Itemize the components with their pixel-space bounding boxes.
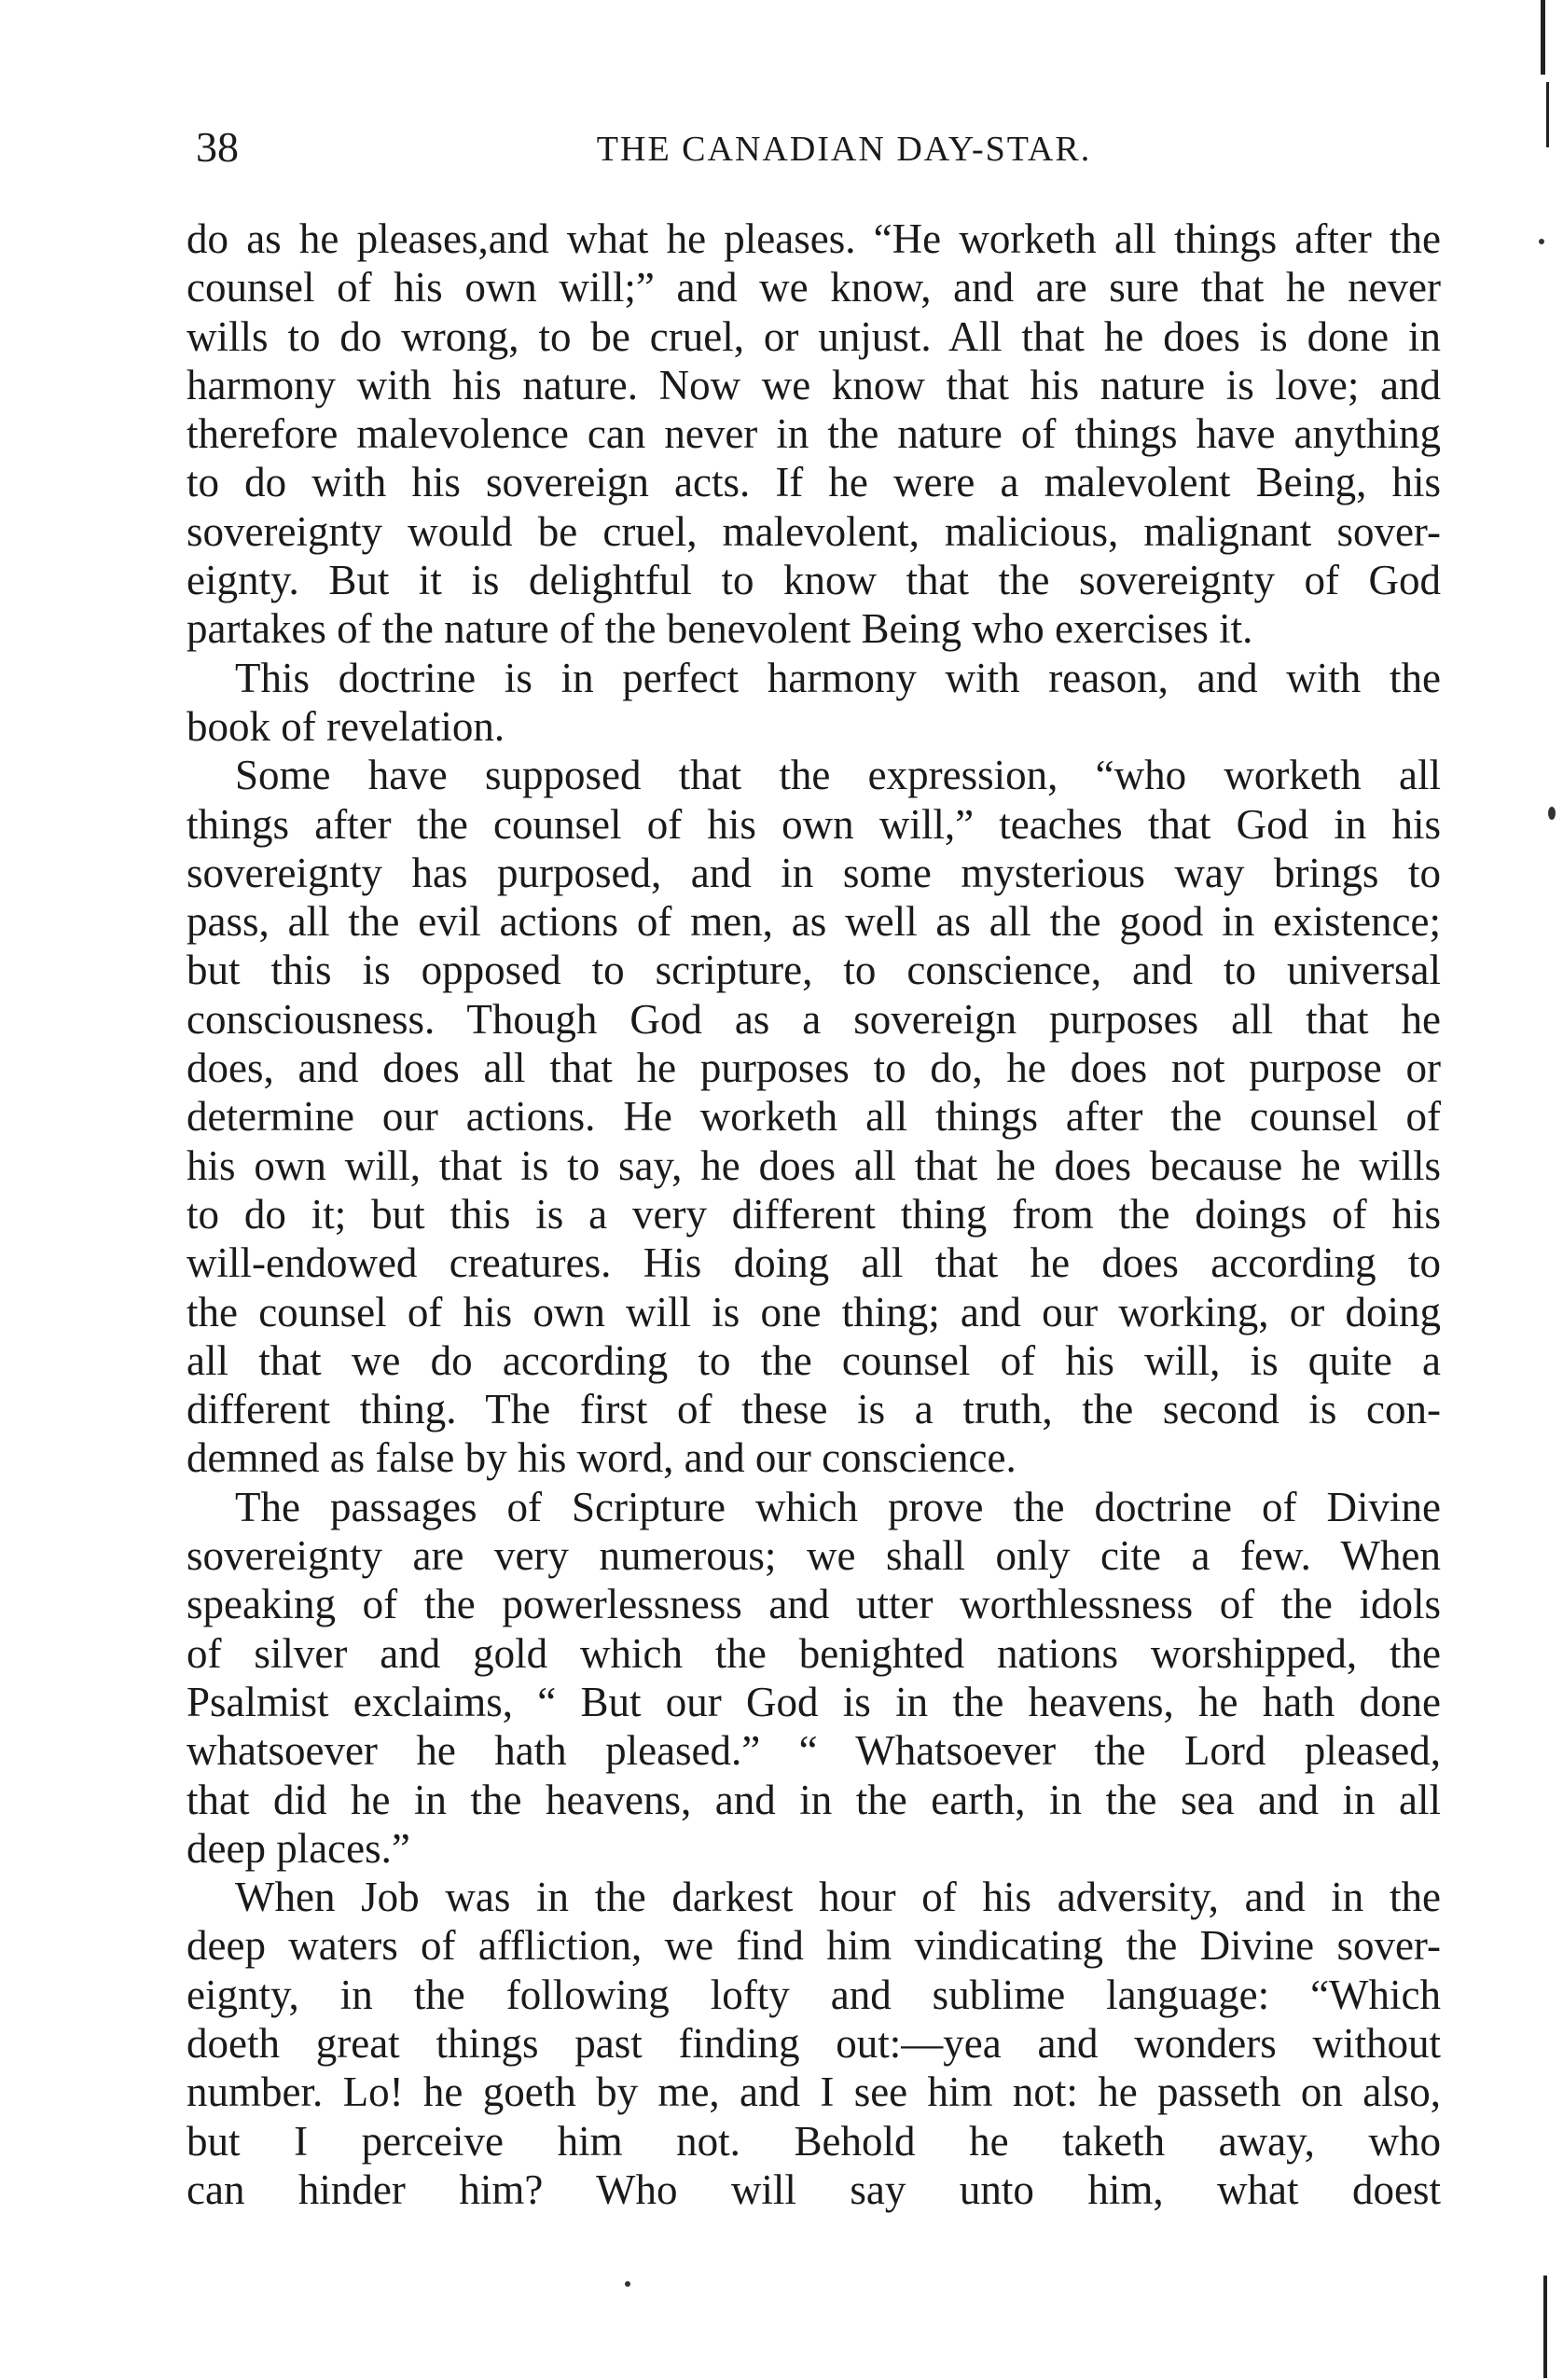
text-line: harmony with his nature. Now we know that his nature is love; and — [187, 361, 1441, 408]
text-line: of silver and gold which the benighted nations worshipped, the — [187, 1629, 1441, 1677]
text-line: pass, all the evil actions of men, as well as all the good in existence; — [187, 898, 1441, 946]
text-line: The passages of Scripture which prove the doctrine of Divine — [235, 1483, 1441, 1530]
text-line: Psalmist exclaims, “ But our God is in the heavens, he hath done — [187, 1678, 1441, 1725]
text-line: but this is opposed to scripture, to conscience, and to universal — [187, 947, 1441, 994]
text-line: sovereignty would be cruel, malevolent, malicious, malignant sover- — [187, 507, 1441, 555]
text-line: eignty, in the following lofty and sublime language: “Which — [187, 1971, 1441, 2018]
text-line: wills to do wrong, to be cruel, or unjust. All that he does is done in — [187, 312, 1441, 360]
scan-speck — [1539, 239, 1544, 244]
text-line: his own will, that is to say, he does all that he does because he wills — [187, 1142, 1441, 1189]
text-line: does, and does all that he purposes to do, he does not purpose or — [187, 1045, 1441, 1092]
text-line: eignty. But it is delightful to know that the sovereignty of God — [187, 557, 1441, 604]
page-header — [196, 119, 1436, 175]
text-line: determine our actions. He worketh all things after the counsel of — [187, 1093, 1441, 1141]
text-line: things after the counsel of his own will,” teaches that God in his — [187, 800, 1441, 848]
paragraph — [187, 1873, 1441, 2214]
paragraph — [187, 751, 1441, 1482]
text-line: partakes of the nature of the benevolent Being who exercises it. — [187, 605, 1253, 653]
text-line: all that we do according to the counsel of his will, is quite a — [187, 1336, 1441, 1384]
text-line: deep places.” — [187, 1824, 410, 1872]
text-line: When Job was in the darkest hour of his adversity, and in the — [235, 1874, 1441, 1921]
text-line: book of revelation. — [187, 702, 505, 750]
text-line: counsel of his own will;” and we know, and are sure that he never — [187, 264, 1441, 311]
text-line: will-endowed creatures. His doing all that he does according to — [187, 1239, 1441, 1287]
text-line: the counsel of his own will is one thing; and our working, or doing — [187, 1288, 1441, 1335]
text-line: but I perceive him not. Behold he taketh away, who — [187, 2117, 1441, 2165]
text-line: speaking of the powerlessness and utter worthlessness of the idols — [187, 1581, 1441, 1628]
text-line: to do with his sovereign acts. If he were a malevolent Being, his — [187, 459, 1441, 506]
text-line: doeth great things past finding out:—yea and wonders without — [187, 2019, 1441, 2067]
scan-edge-mark — [1546, 82, 1549, 147]
paragraph — [187, 214, 1441, 654]
paragraph — [187, 1483, 1441, 1873]
text-line: different thing. The first of these is a truth, the second is con- — [187, 1386, 1441, 1433]
text-line: whatsoever he hath pleased.” “ Whatsoever the Lord pleased, — [187, 1727, 1441, 1775]
text-line: do as he pleases,and what he pleases. “He worketh all things after the — [187, 215, 1441, 262]
text-line: sovereignty are very numerous; we shall only cite a few. When — [187, 1532, 1441, 1580]
body-text — [187, 214, 1441, 2214]
text-line: Some have supposed that the expression, “who worketh all — [235, 752, 1441, 799]
text-line: This doctrine is in perfect harmony with reason, and with the — [235, 654, 1441, 701]
text-line: sovereignty has purposed, and in some mysterious way brings to — [187, 849, 1441, 896]
paragraph — [187, 654, 1441, 752]
running-title: THE CANADIAN DAY-STAR. — [596, 130, 1092, 169]
text-line: therefore malevolence can never in the nature of things have anything — [187, 410, 1441, 458]
scan-edge-mark — [1541, 0, 1545, 75]
scan-speck — [625, 2281, 630, 2287]
text-line: can hinder him? Who will say unto him, what doest — [187, 2166, 1441, 2213]
text-line: deep waters of affliction, we find him vindicating the Divine sover- — [187, 1922, 1441, 1970]
text-line: that did he in the heavens, and in the earth, in the sea and in all — [187, 1776, 1441, 1823]
text-line: consciousness. Though God as a sovereign purposes all that he — [187, 995, 1441, 1043]
scan-speck — [1548, 807, 1556, 820]
text-line: demned as false by his word, and our conscience. — [187, 1434, 1017, 1482]
scan-edge-mark — [1543, 2276, 1547, 2378]
text-line: number. Lo! he goeth by me, and I see him not: he passeth on also, — [187, 2069, 1441, 2116]
text-line: to do it; but this is a very different thing from the doings of his — [187, 1190, 1441, 1238]
page-number: 38 — [196, 123, 239, 171]
